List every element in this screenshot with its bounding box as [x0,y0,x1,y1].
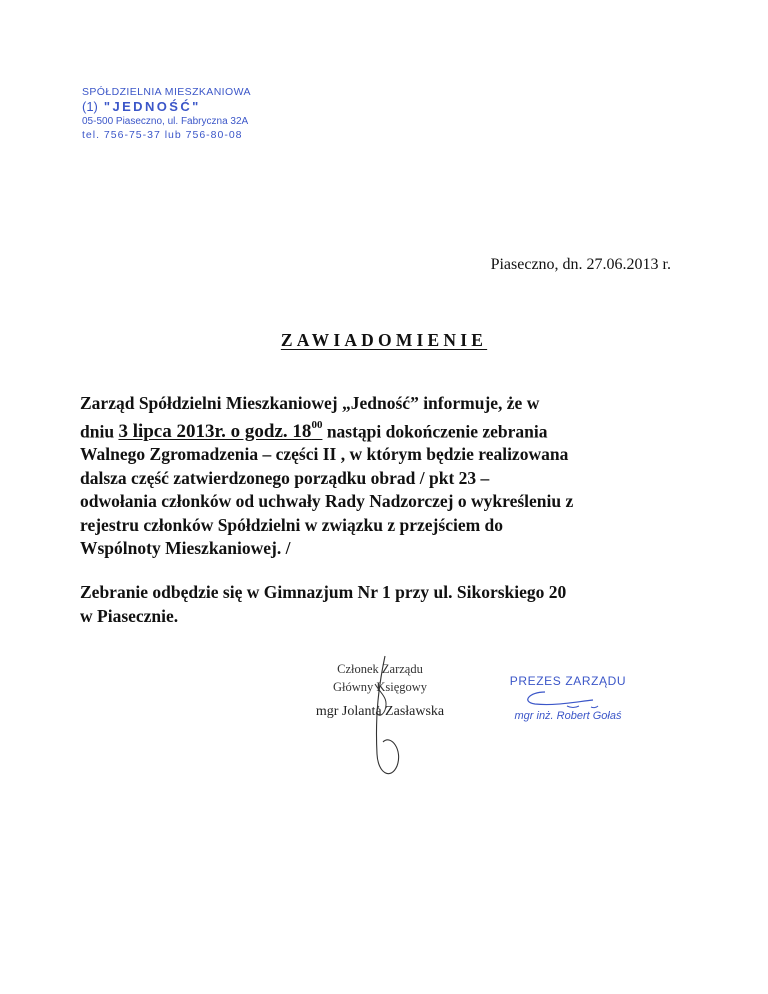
signature-left [305,660,455,721]
body-line-2-post: nastąpi dokończenie zebrania [326,420,548,441]
signature-right [493,674,643,722]
signer-left-role-2: Główny Księgowy [332,680,428,694]
place-date: Piaseczno, dn. 27.06.2013 r. [490,256,671,273]
document-title-text: ZAWIADOMIENIE [280,330,488,350]
body-line-7: Wspólnoty Mieszkaniowej. / [80,538,291,559]
meeting-location [80,581,700,628]
cooperative-stamp [82,86,251,142]
signer-right-role: PREZES ZARZĄDU [509,674,627,688]
stamp-name: "JEDNOŚĆ" [103,99,201,115]
stamp-org-name [82,99,251,116]
body-line-5: odwołania członków od uchwały Rady Nadzorczej o wykreśleniu z [80,491,574,512]
notice-body [80,392,700,561]
stamp-number: (1) [82,99,98,115]
handwritten-signature-right-icon [515,688,615,712]
meeting-datetime-text: 3 lipca 2013r. o godz. 18 [118,420,312,442]
body-line-3: Walnego Zgromadzenia – części II , w którym będzie realizowana [80,444,569,465]
stamp-phone: tel. 756-75-37 lub 756-80-08 [82,128,243,141]
body-line-2 [80,416,700,444]
meeting-minutes: 00 [311,418,323,431]
signer-left-name: mgr Jolanta Zasławska [315,704,445,719]
meeting-line-2: w Piasecznie. [80,605,179,626]
body-line-2-pre: dniu [80,420,115,441]
meeting-line-1: Zebranie odbędzie się w Gimnazjum Nr 1 przy ul. Sikorskiego 20 [80,582,567,602]
body-line-6: rejestru członków Spółdzielni w związku z przejściem do [80,514,504,535]
document-title [0,330,768,351]
body-line-4: dalsza część zatwierdzonego porządku obrad / pkt 23 – [80,467,490,488]
stamp-org-type: SPÓŁDZIELNIA MIESZKANIOWA [82,86,251,98]
handwritten-signature-left-icon [355,654,415,784]
signer-left-role-1: Członek Zarządu [337,662,423,676]
signer-right-name: mgr inż. Robert Gołaś [514,710,622,722]
meeting-datetime [118,418,323,442]
body-line-1: Zarząd Spółdzielni Mieszkaniowej „Jedność” informuje, że w [80,393,540,413]
stamp-address: 05-500 Piaseczno, ul. Fabryczna 32A [82,116,249,128]
